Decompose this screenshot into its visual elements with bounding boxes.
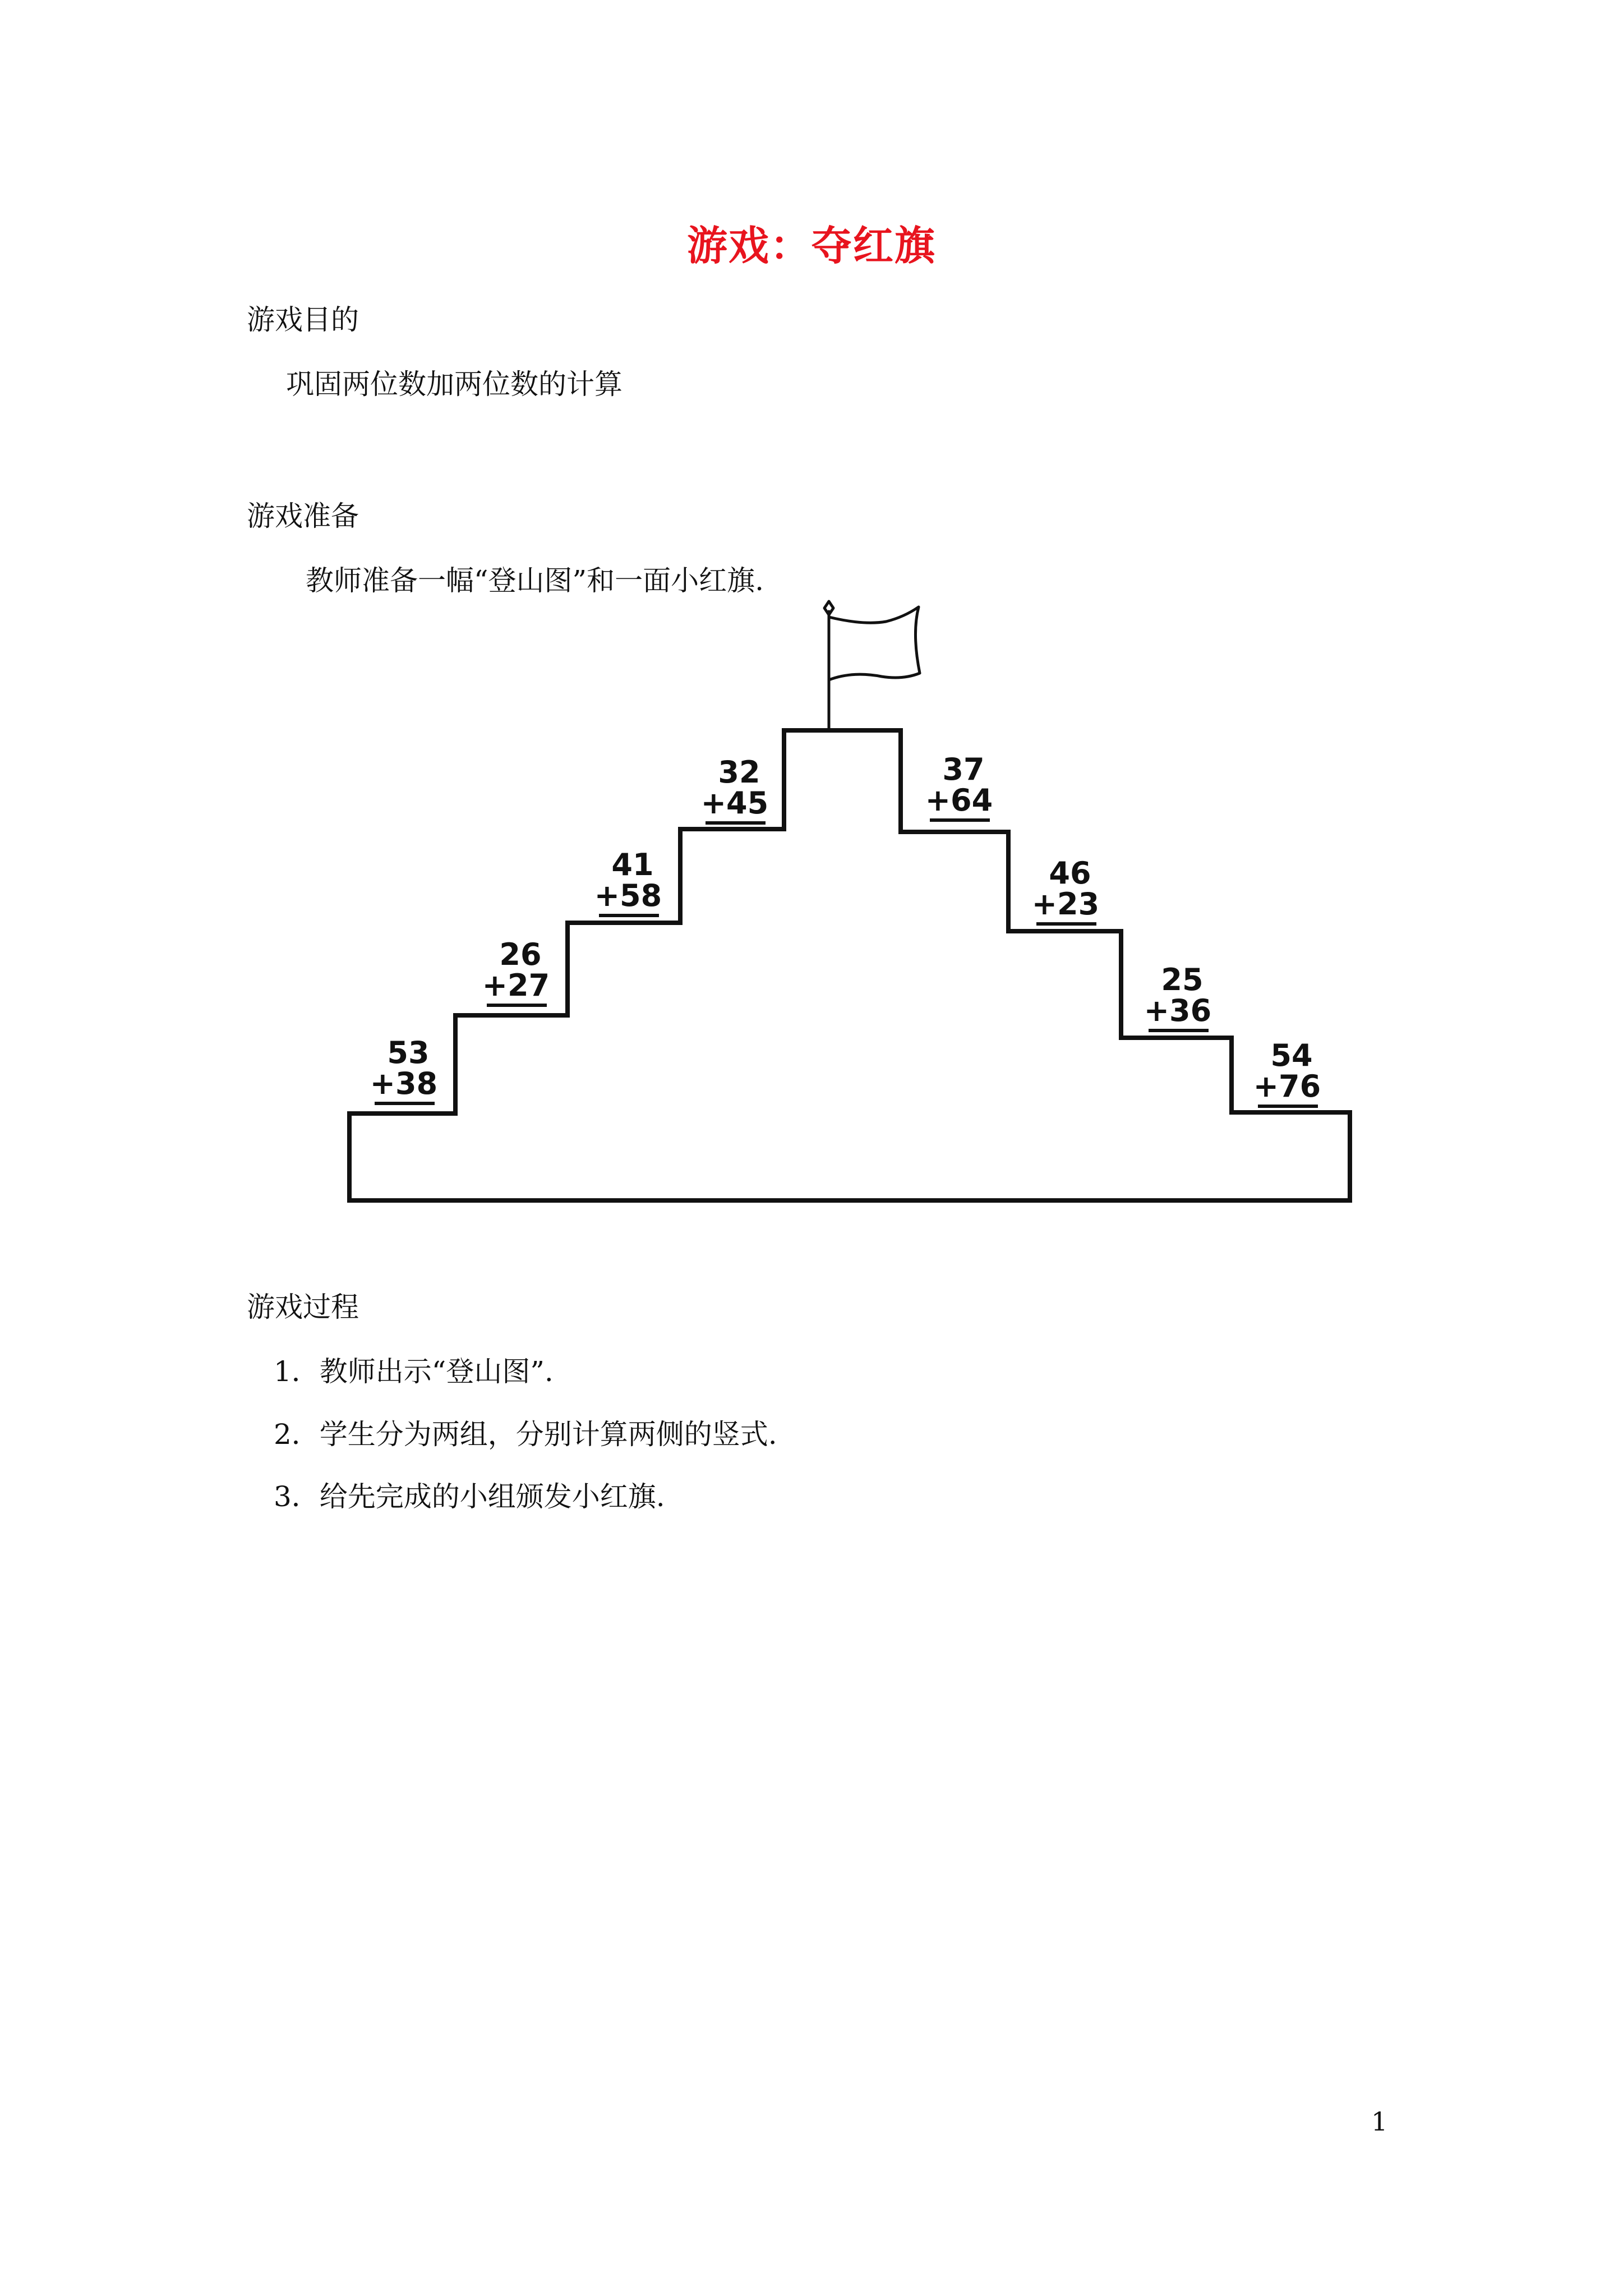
purpose-text: 巩固两位数加两位数的计算 xyxy=(286,368,623,401)
right-step-problem-1 xyxy=(925,752,993,820)
addend-bottom: +23 xyxy=(1031,886,1100,922)
left-step-problem-4 xyxy=(701,754,768,823)
section-heading-preparation: 游戏准备 xyxy=(247,500,359,532)
section-heading-process: 游戏过程 xyxy=(247,1291,359,1323)
flag-cloth xyxy=(829,607,920,680)
addend-top: 53 xyxy=(387,1035,430,1070)
left-step-problem-2 xyxy=(482,937,550,1005)
addend-bottom: +27 xyxy=(482,968,550,1003)
addend-bottom: +58 xyxy=(594,878,662,913)
process-step-1: 1．教师出示“登山图”. xyxy=(274,1355,554,1388)
flag-pole-tip xyxy=(824,601,833,615)
preparation-text: 教师准备一幅“登山图”和一面小红旗. xyxy=(306,564,764,597)
process-step-2: 2．学生分为两组，分别计算两侧的竖式. xyxy=(274,1418,777,1451)
addend-bottom: +36 xyxy=(1144,993,1212,1028)
page-number: 1 xyxy=(1371,2106,1388,2137)
addend-top: 37 xyxy=(942,752,985,787)
addend-bottom: +38 xyxy=(370,1066,438,1101)
right-step-problem-2 xyxy=(1032,855,1099,924)
addend-top: 26 xyxy=(499,937,542,972)
addend-top: 54 xyxy=(1270,1038,1313,1073)
flag-icon xyxy=(824,601,920,728)
addend-top: 41 xyxy=(611,847,654,882)
addend-bottom: +45 xyxy=(700,785,769,821)
addend-top: 25 xyxy=(1161,962,1204,997)
addend-top: 46 xyxy=(1049,855,1091,891)
left-step-problem-3 xyxy=(594,847,662,915)
right-step-problem-4 xyxy=(1253,1038,1321,1106)
section-heading-purpose: 游戏目的 xyxy=(247,303,359,336)
addend-bottom: +76 xyxy=(1253,1069,1321,1104)
right-step-problem-3 xyxy=(1144,962,1211,1030)
process-step-3: 3．给先完成的小组颁发小红旗. xyxy=(274,1480,665,1513)
addend-top: 32 xyxy=(718,754,760,790)
addend-bottom: +64 xyxy=(925,783,993,818)
left-step-problem-1 xyxy=(370,1035,437,1103)
document-title: 游戏：夺红旗 xyxy=(686,222,936,269)
